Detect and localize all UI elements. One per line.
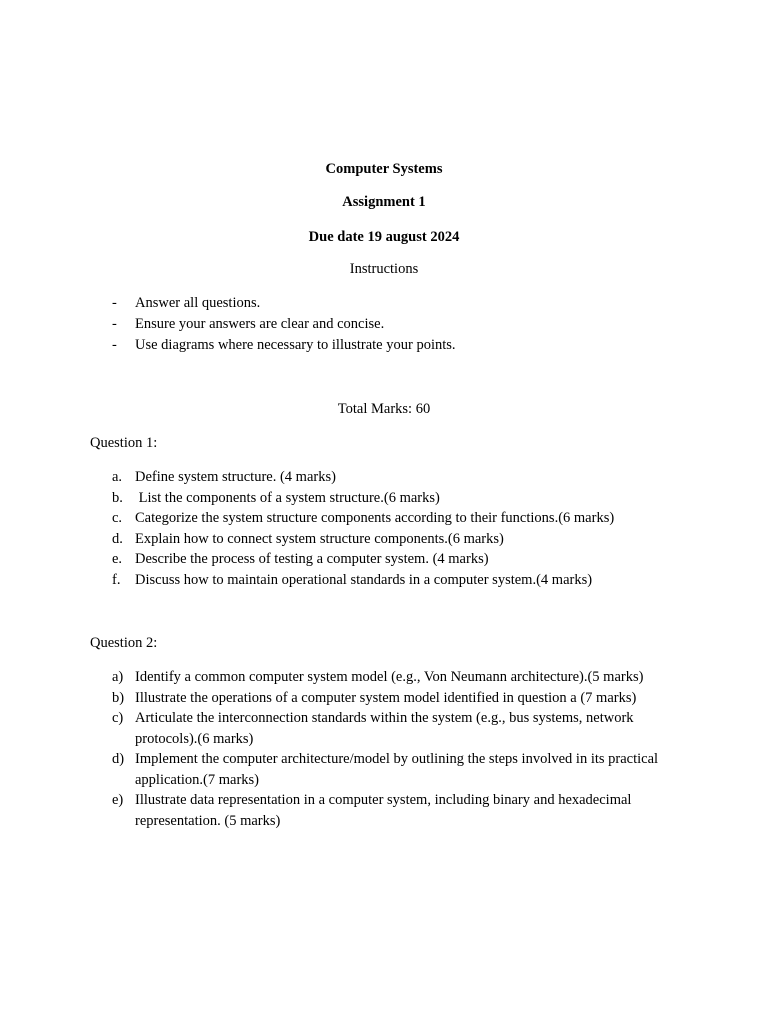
item-marker: f.: [112, 571, 121, 588]
instruction-item: [112, 335, 712, 356]
item-marker: d.: [112, 530, 123, 547]
instruction-text: Ensure your answers are clear and concise.: [135, 316, 385, 332]
question-2-heading: Question 2:: [90, 635, 158, 651]
item-text: Implement the computer architecture/model by outlining the steps involved in its practical application.(7 marks): [135, 751, 659, 788]
item-marker: b.: [112, 489, 123, 506]
item-text: Define system structure. (4 marks): [135, 469, 336, 485]
question-item: [112, 570, 672, 591]
question-item: [112, 749, 672, 790]
item-text: Describe the process of testing a computer system. (4 marks): [135, 551, 489, 567]
question-1-heading: Question 1:: [90, 435, 158, 451]
bullet-marker: -: [112, 295, 117, 311]
instructions-heading: Instructions: [349, 261, 419, 277]
question-2-list: [112, 667, 672, 831]
item-marker: e): [112, 792, 124, 808]
question-1-list: [112, 467, 672, 590]
item-text: Articulate the interconnection standards within the system (e.g., bus systems, network protocols).(6 marks): [135, 710, 634, 747]
question-item: [112, 688, 672, 709]
item-text: Identify a common computer system model (e.g., Von Neumann architecture).(5 marks): [135, 669, 644, 685]
question-item: [112, 529, 672, 550]
due-date: Due date 19 august 2024: [308, 229, 460, 245]
instruction-text: Answer all questions.: [135, 295, 261, 311]
assignment-label: Assignment 1: [342, 194, 426, 210]
item-text: Categorize the system structure components according to their functions.(6 marks): [135, 510, 615, 526]
instruction-item: [112, 314, 712, 335]
instruction-item: [112, 293, 712, 314]
question-item: [112, 467, 672, 488]
total-marks: Total Marks: 60: [337, 401, 431, 417]
item-text: Explain how to connect system structure components.(6 marks): [135, 530, 504, 547]
question-item: [112, 790, 672, 831]
item-marker: e.: [112, 551, 123, 567]
instruction-text: Use diagrams where necessary to illustrate your points.: [135, 337, 456, 353]
question-item: [112, 667, 672, 688]
bullet-marker: -: [112, 337, 117, 353]
item-marker: c.: [112, 510, 123, 526]
question-item: [112, 488, 672, 509]
question-item: [112, 508, 672, 529]
item-marker: a): [112, 669, 124, 685]
item-text: List the components of a system structure.(6 marks): [135, 489, 440, 506]
item-marker: d): [112, 751, 125, 767]
item-marker: c): [112, 710, 124, 726]
question-item: [112, 549, 672, 570]
document-title: Computer Systems: [325, 161, 443, 177]
bullet-marker: -: [112, 316, 117, 332]
item-text: Discuss how to maintain operational standards in a computer system.(4 marks): [135, 571, 593, 588]
item-text: Illustrate the operations of a computer system model identified in question a (7 marks): [135, 689, 637, 706]
question-item: [112, 708, 672, 749]
item-marker: a.: [112, 469, 123, 485]
instructions-list: [112, 293, 712, 356]
item-text: Illustrate data representation in a computer system, including binary and hexadecimal representation. (5 marks): [135, 792, 632, 829]
item-marker: b): [112, 689, 125, 706]
